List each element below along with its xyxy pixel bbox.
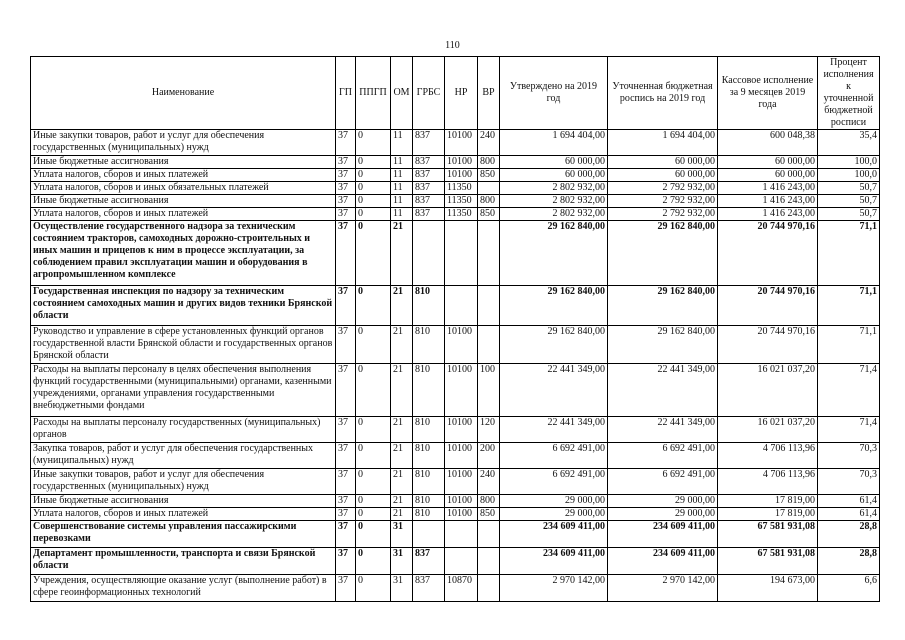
cell-approved: 1 694 404,00 bbox=[500, 130, 608, 156]
cell-cash: 600 048,38 bbox=[718, 130, 818, 156]
header-percent: Процент исполнения к уточненной бюджетной росписи bbox=[818, 57, 880, 130]
table-row bbox=[31, 286, 880, 326]
cell-approved: 60 000,00 bbox=[500, 169, 608, 182]
cell-vr: 850 bbox=[478, 208, 500, 221]
cell-updated: 29 000,00 bbox=[608, 508, 718, 521]
cell-vr: 800 bbox=[478, 156, 500, 169]
cell-updated: 234 609 411,00 bbox=[608, 548, 718, 575]
cell-cash: 4 706 113,96 bbox=[718, 469, 818, 495]
cell-percent: 100,0 bbox=[818, 169, 880, 182]
header-grbs: ГРБС bbox=[413, 57, 445, 130]
cell-grbs: 837 bbox=[413, 156, 445, 169]
cell-name: Закупка товаров, работ и услуг для обеспечения государственных (муниципальных) нужд bbox=[31, 443, 336, 469]
cell-approved: 234 609 411,00 bbox=[500, 548, 608, 575]
cell-approved: 2 970 142,00 bbox=[500, 575, 608, 602]
cell-np: 10100 bbox=[445, 495, 478, 508]
cell-cash: 67 581 931,08 bbox=[718, 548, 818, 575]
cell-vr: 800 bbox=[478, 195, 500, 208]
cell-updated: 29 162 840,00 bbox=[608, 326, 718, 364]
header-om: ОМ bbox=[391, 57, 413, 130]
cell-percent: 28,8 bbox=[818, 521, 880, 548]
cell-updated: 29 162 840,00 bbox=[608, 286, 718, 326]
cell-om: 31 bbox=[391, 521, 413, 548]
cell-percent: 6,6 bbox=[818, 575, 880, 602]
cell-gp: 37 bbox=[336, 169, 356, 182]
cell-om: 11 bbox=[391, 208, 413, 221]
cell-gp: 37 bbox=[336, 521, 356, 548]
cell-vr: 850 bbox=[478, 508, 500, 521]
cell-grbs: 810 bbox=[413, 508, 445, 521]
cell-updated: 1 694 404,00 bbox=[608, 130, 718, 156]
cell-name: Расходы на выплаты персоналу в целях обеспечения выполнения функций государственными (муниципальными) органами, казенными учреждениями, органами управления государственными внебюджетными фондами bbox=[31, 364, 336, 417]
cell-approved: 2 802 932,00 bbox=[500, 208, 608, 221]
header-cash: Кассовое исполнение за 9 месяцев 2019 года bbox=[718, 57, 818, 130]
cell-cash: 20 744 970,16 bbox=[718, 286, 818, 326]
cell-gp: 37 bbox=[336, 326, 356, 364]
cell-approved: 29 000,00 bbox=[500, 495, 608, 508]
cell-percent: 70,3 bbox=[818, 469, 880, 495]
cell-grbs: 810 bbox=[413, 469, 445, 495]
cell-om: 21 bbox=[391, 364, 413, 417]
cell-np: 11350 bbox=[445, 208, 478, 221]
cell-percent: 71,4 bbox=[818, 364, 880, 417]
cell-updated: 22 441 349,00 bbox=[608, 364, 718, 417]
cell-gp: 37 bbox=[336, 286, 356, 326]
cell-approved: 29 162 840,00 bbox=[500, 286, 608, 326]
cell-grbs: 810 bbox=[413, 286, 445, 326]
cell-cash: 20 744 970,16 bbox=[718, 326, 818, 364]
table-row bbox=[31, 182, 880, 195]
cell-percent: 71,1 bbox=[818, 286, 880, 326]
cell-grbs: 837 bbox=[413, 182, 445, 195]
cell-approved: 22 441 349,00 bbox=[500, 364, 608, 417]
cell-grbs: 810 bbox=[413, 495, 445, 508]
cell-ppgp: 0 bbox=[356, 443, 391, 469]
cell-cash: 16 021 037,20 bbox=[718, 364, 818, 417]
cell-approved: 2 802 932,00 bbox=[500, 195, 608, 208]
cell-cash: 17 819,00 bbox=[718, 508, 818, 521]
cell-np: 10100 bbox=[445, 469, 478, 495]
cell-cash: 17 819,00 bbox=[718, 495, 818, 508]
cell-om: 21 bbox=[391, 221, 413, 286]
cell-om: 21 bbox=[391, 417, 413, 443]
cell-name: Департамент промышленности, транспорта и связи Брянской области bbox=[31, 548, 336, 575]
cell-percent: 71,1 bbox=[818, 221, 880, 286]
table-row bbox=[31, 195, 880, 208]
cell-np bbox=[445, 221, 478, 286]
table-row bbox=[31, 208, 880, 221]
cell-approved: 29 162 840,00 bbox=[500, 326, 608, 364]
cell-approved: 29 162 840,00 bbox=[500, 221, 608, 286]
cell-ppgp: 0 bbox=[356, 130, 391, 156]
header-np: НР bbox=[445, 57, 478, 130]
header-approved: Утверждено на 2019 год bbox=[500, 57, 608, 130]
cell-gp: 37 bbox=[336, 508, 356, 521]
cell-percent: 50,7 bbox=[818, 208, 880, 221]
cell-np bbox=[445, 286, 478, 326]
cell-vr bbox=[478, 182, 500, 195]
table-row bbox=[31, 521, 880, 548]
cell-grbs: 837 bbox=[413, 208, 445, 221]
cell-gp: 37 bbox=[336, 156, 356, 169]
cell-grbs: 837 bbox=[413, 169, 445, 182]
cell-vr: 850 bbox=[478, 169, 500, 182]
table-row bbox=[31, 169, 880, 182]
cell-approved: 6 692 491,00 bbox=[500, 469, 608, 495]
cell-cash: 60 000,00 bbox=[718, 156, 818, 169]
cell-ppgp: 0 bbox=[356, 182, 391, 195]
cell-approved: 60 000,00 bbox=[500, 156, 608, 169]
cell-vr bbox=[478, 221, 500, 286]
cell-grbs: 837 bbox=[413, 575, 445, 602]
cell-cash: 67 581 931,08 bbox=[718, 521, 818, 548]
cell-om: 11 bbox=[391, 169, 413, 182]
cell-ppgp: 0 bbox=[356, 495, 391, 508]
cell-grbs: 837 bbox=[413, 195, 445, 208]
budget-execution-table bbox=[30, 56, 880, 602]
cell-np: 10100 bbox=[445, 443, 478, 469]
cell-updated: 6 692 491,00 bbox=[608, 469, 718, 495]
cell-om: 11 bbox=[391, 130, 413, 156]
cell-name: Осуществление государственного надзора за техническим состоянием тракторов, самоходных дорожно-строительных и иных машин и прицепов к ним в процессе эксплуатации, за соблюдением правил эксплуатации машин и оборудования в агропромышленном комплексе bbox=[31, 221, 336, 286]
cell-percent: 61,4 bbox=[818, 508, 880, 521]
table-row bbox=[31, 221, 880, 286]
cell-vr: 100 bbox=[478, 364, 500, 417]
cell-om: 21 bbox=[391, 495, 413, 508]
cell-vr bbox=[478, 575, 500, 602]
table-row bbox=[31, 495, 880, 508]
cell-ppgp: 0 bbox=[356, 326, 391, 364]
cell-updated: 2 792 932,00 bbox=[608, 195, 718, 208]
cell-percent: 71,4 bbox=[818, 417, 880, 443]
cell-gp: 37 bbox=[336, 495, 356, 508]
cell-om: 31 bbox=[391, 575, 413, 602]
cell-gp: 37 bbox=[336, 548, 356, 575]
table-body bbox=[31, 130, 880, 602]
cell-name: Расходы на выплаты персоналу государственных (муниципальных) органов bbox=[31, 417, 336, 443]
cell-ppgp: 0 bbox=[356, 195, 391, 208]
cell-om: 21 bbox=[391, 443, 413, 469]
cell-cash: 1 416 243,00 bbox=[718, 208, 818, 221]
cell-np: 10870 bbox=[445, 575, 478, 602]
cell-np: 10100 bbox=[445, 417, 478, 443]
cell-cash: 16 021 037,20 bbox=[718, 417, 818, 443]
cell-percent: 61,4 bbox=[818, 495, 880, 508]
cell-np: 11350 bbox=[445, 182, 478, 195]
cell-approved: 29 000,00 bbox=[500, 508, 608, 521]
cell-ppgp: 0 bbox=[356, 508, 391, 521]
cell-name: Уплата налогов, сборов и иных обязательных платежей bbox=[31, 182, 336, 195]
page-number: 110 bbox=[445, 40, 460, 51]
cell-grbs: 810 bbox=[413, 443, 445, 469]
table-row bbox=[31, 326, 880, 364]
cell-gp: 37 bbox=[336, 130, 356, 156]
cell-percent: 100,0 bbox=[818, 156, 880, 169]
table-row bbox=[31, 575, 880, 602]
table-row bbox=[31, 130, 880, 156]
cell-ppgp: 0 bbox=[356, 364, 391, 417]
cell-ppgp: 0 bbox=[356, 286, 391, 326]
cell-updated: 29 162 840,00 bbox=[608, 221, 718, 286]
cell-cash: 60 000,00 bbox=[718, 169, 818, 182]
cell-cash: 20 744 970,16 bbox=[718, 221, 818, 286]
table-row bbox=[31, 469, 880, 495]
cell-percent: 70,3 bbox=[818, 443, 880, 469]
table-row bbox=[31, 156, 880, 169]
cell-om: 21 bbox=[391, 326, 413, 364]
cell-om: 11 bbox=[391, 195, 413, 208]
cell-grbs bbox=[413, 221, 445, 286]
cell-name: Иные бюджетные ассигнования bbox=[31, 156, 336, 169]
cell-updated: 60 000,00 bbox=[608, 169, 718, 182]
table-row bbox=[31, 443, 880, 469]
cell-ppgp: 0 bbox=[356, 575, 391, 602]
cell-cash: 1 416 243,00 bbox=[718, 195, 818, 208]
cell-vr: 800 bbox=[478, 495, 500, 508]
cell-ppgp: 0 bbox=[356, 548, 391, 575]
cell-grbs bbox=[413, 521, 445, 548]
header-gp: ГП bbox=[336, 57, 356, 130]
cell-ppgp: 0 bbox=[356, 156, 391, 169]
cell-vr bbox=[478, 286, 500, 326]
cell-percent: 50,7 bbox=[818, 182, 880, 195]
cell-percent: 28,8 bbox=[818, 548, 880, 575]
cell-percent: 35,4 bbox=[818, 130, 880, 156]
cell-approved: 6 692 491,00 bbox=[500, 443, 608, 469]
header-name: Наименование bbox=[31, 57, 336, 130]
cell-name: Иные бюджетные ассигнования bbox=[31, 495, 336, 508]
cell-name: Иные бюджетные ассигнования bbox=[31, 195, 336, 208]
cell-ppgp: 0 bbox=[356, 417, 391, 443]
table-row bbox=[31, 508, 880, 521]
cell-gp: 37 bbox=[336, 364, 356, 417]
cell-np bbox=[445, 548, 478, 575]
cell-vr: 240 bbox=[478, 469, 500, 495]
cell-ppgp: 0 bbox=[356, 521, 391, 548]
cell-om: 31 bbox=[391, 548, 413, 575]
cell-updated: 22 441 349,00 bbox=[608, 417, 718, 443]
cell-grbs: 810 bbox=[413, 326, 445, 364]
cell-grbs: 837 bbox=[413, 130, 445, 156]
cell-gp: 37 bbox=[336, 575, 356, 602]
cell-gp: 37 bbox=[336, 221, 356, 286]
cell-np bbox=[445, 521, 478, 548]
table-row bbox=[31, 417, 880, 443]
cell-name: Государственная инспекция по надзору за техническим состоянием самоходных машин и других видов техники Брянской области bbox=[31, 286, 336, 326]
cell-gp: 37 bbox=[336, 443, 356, 469]
header-vr: ВР bbox=[478, 57, 500, 130]
header-ppgp: ППГП bbox=[356, 57, 391, 130]
cell-name: Уплата налогов, сборов и иных платежей bbox=[31, 208, 336, 221]
table-row bbox=[31, 364, 880, 417]
cell-updated: 2 792 932,00 bbox=[608, 182, 718, 195]
cell-grbs: 810 bbox=[413, 364, 445, 417]
cell-name: Совершенствование системы управления пассажирскими перевозками bbox=[31, 521, 336, 548]
cell-ppgp: 0 bbox=[356, 469, 391, 495]
cell-updated: 6 692 491,00 bbox=[608, 443, 718, 469]
cell-approved: 234 609 411,00 bbox=[500, 521, 608, 548]
cell-om: 21 bbox=[391, 469, 413, 495]
cell-updated: 60 000,00 bbox=[608, 156, 718, 169]
cell-cash: 194 673,00 bbox=[718, 575, 818, 602]
cell-grbs: 810 bbox=[413, 417, 445, 443]
cell-om: 11 bbox=[391, 156, 413, 169]
cell-updated: 234 609 411,00 bbox=[608, 521, 718, 548]
cell-vr: 120 bbox=[478, 417, 500, 443]
cell-ppgp: 0 bbox=[356, 221, 391, 286]
cell-np: 10100 bbox=[445, 364, 478, 417]
cell-cash: 4 706 113,96 bbox=[718, 443, 818, 469]
cell-vr bbox=[478, 326, 500, 364]
cell-gp: 37 bbox=[336, 208, 356, 221]
cell-updated: 2 970 142,00 bbox=[608, 575, 718, 602]
cell-approved: 2 802 932,00 bbox=[500, 182, 608, 195]
cell-vr bbox=[478, 548, 500, 575]
cell-ppgp: 0 bbox=[356, 208, 391, 221]
cell-gp: 37 bbox=[336, 469, 356, 495]
cell-percent: 71,1 bbox=[818, 326, 880, 364]
cell-om: 21 bbox=[391, 286, 413, 326]
cell-gp: 37 bbox=[336, 195, 356, 208]
cell-name: Уплата налогов, сборов и иных платежей bbox=[31, 508, 336, 521]
cell-om: 21 bbox=[391, 508, 413, 521]
cell-updated: 29 000,00 bbox=[608, 495, 718, 508]
cell-percent: 50,7 bbox=[818, 195, 880, 208]
cell-np: 10100 bbox=[445, 169, 478, 182]
cell-vr: 240 bbox=[478, 130, 500, 156]
cell-ppgp: 0 bbox=[356, 169, 391, 182]
cell-vr bbox=[478, 521, 500, 548]
cell-name: Уплата налогов, сборов и иных платежей bbox=[31, 169, 336, 182]
cell-np: 10100 bbox=[445, 156, 478, 169]
cell-np: 10100 bbox=[445, 130, 478, 156]
cell-np: 10100 bbox=[445, 326, 478, 364]
cell-gp: 37 bbox=[336, 417, 356, 443]
table-row bbox=[31, 548, 880, 575]
header-updated: Уточненная бюджетная роспись на 2019 год bbox=[608, 57, 718, 130]
cell-om: 11 bbox=[391, 182, 413, 195]
cell-grbs: 837 bbox=[413, 548, 445, 575]
cell-gp: 37 bbox=[336, 182, 356, 195]
cell-np: 10100 bbox=[445, 508, 478, 521]
cell-name: Руководство и управление в сфере установленных функций органов государственной власти Брянской области и государственных органов Брянской области bbox=[31, 326, 336, 364]
table-header-row bbox=[31, 57, 880, 130]
cell-cash: 1 416 243,00 bbox=[718, 182, 818, 195]
cell-name: Иные закупки товаров, работ и услуг для обеспечения государственных (муниципальных) нужд bbox=[31, 130, 336, 156]
cell-approved: 22 441 349,00 bbox=[500, 417, 608, 443]
cell-vr: 200 bbox=[478, 443, 500, 469]
cell-np: 11350 bbox=[445, 195, 478, 208]
cell-name: Иные закупки товаров, работ и услуг для обеспечения государственных (муниципальных) нужд bbox=[31, 469, 336, 495]
cell-name: Учреждения, осуществляющие оказание услуг (выполнение работ) в сфере геоинформационных технологий bbox=[31, 575, 336, 602]
cell-updated: 2 792 932,00 bbox=[608, 208, 718, 221]
